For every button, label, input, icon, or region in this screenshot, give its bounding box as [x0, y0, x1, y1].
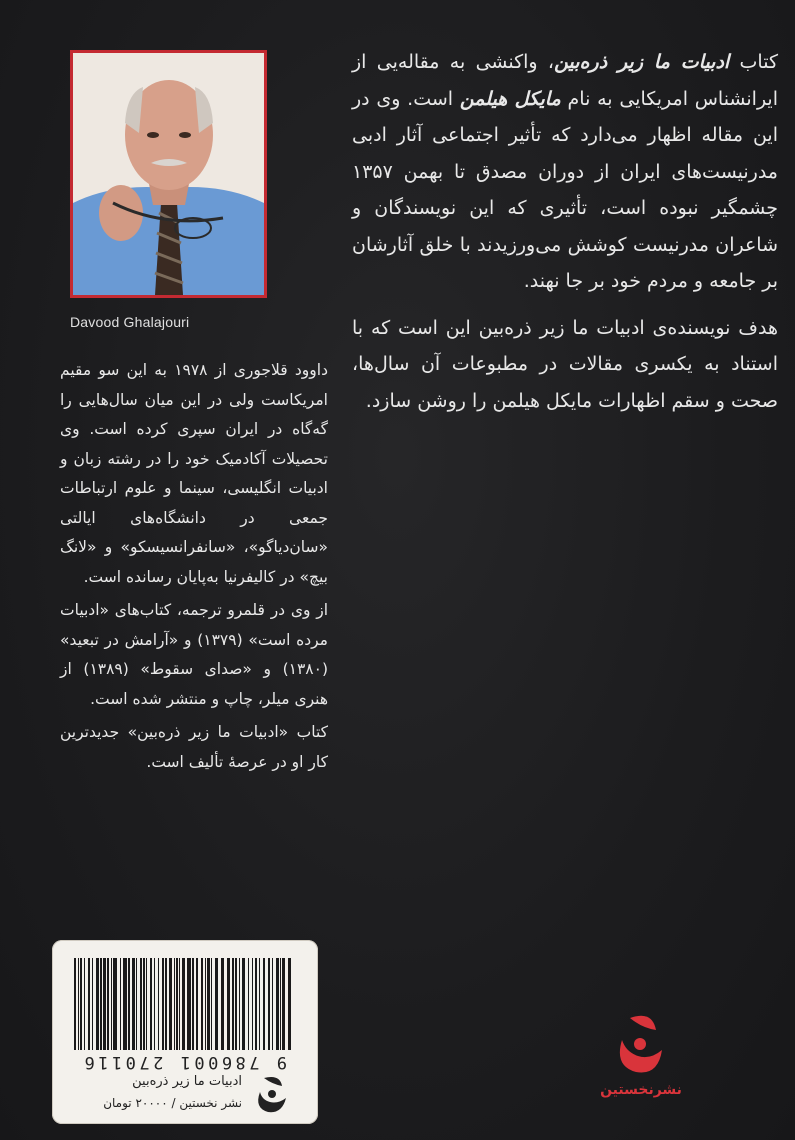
book-title-emphasis: ادبیات ما زیر ذره‌بین	[554, 51, 730, 73]
barcode-bar	[179, 958, 180, 1050]
barcode-bar	[207, 958, 210, 1050]
barcode-bar	[196, 958, 198, 1050]
description-text: کتاب	[729, 51, 778, 73]
barcode-bar	[239, 958, 240, 1050]
barcode-bar	[132, 958, 135, 1050]
barcode-bar	[201, 958, 203, 1050]
sticker-price: نشر نخستین / ۲۰۰۰۰ تومان	[103, 1096, 242, 1110]
barcode-sticker	[52, 940, 318, 1124]
barcode-bar	[280, 958, 281, 1050]
barcode-bar	[174, 958, 175, 1050]
publisher-name: نشرنخستین	[600, 1082, 682, 1098]
barcode-bar	[282, 958, 285, 1050]
author-portrait-illustration	[73, 53, 264, 295]
barcode-bar	[268, 958, 270, 1050]
barcode-bar	[263, 958, 265, 1050]
barcode-icon	[70, 958, 298, 1050]
publisher-logo-icon	[252, 1072, 292, 1116]
barcode-bar	[255, 958, 257, 1050]
publisher-logo-icon	[612, 1010, 668, 1080]
barcode-bar	[78, 958, 79, 1050]
description-text: است. وی در این مقاله اظهار می‌دارد که تأثیر اجتماعی آثار ادبی مدرنیست‌های ایران از دوران مصدق تا بهمن ۱۳۵۷ چشمگیر نبوده است، تأثیری که این نویسندگان و شاعران مدرنیست کوشش می‌ورزیدند با خلق آثارشان بر جامعه و مردم خود بر جا نهند.	[352, 87, 778, 292]
barcode-bar	[288, 958, 291, 1050]
barcode-bar	[150, 958, 152, 1050]
barcode-bar	[103, 958, 106, 1050]
barcode-bar	[146, 958, 147, 1050]
barcode-bar	[162, 958, 164, 1050]
barcode-bar	[136, 958, 137, 1050]
description-paragraph-2: هدف نویسنده‌ی ادبیات ما زیر ذره‌بین این است که با استناد به یکسری مقالات در مطبوعات آن سال‌ها، صحت و سقم اظهارات مایکل هیلمن را روشن سازد.	[352, 316, 778, 412]
barcode-bar	[215, 958, 218, 1050]
book-description	[352, 44, 778, 429]
barcode-bar	[169, 958, 172, 1050]
bio-paragraph-3: کتاب «ادبیات ما زیر ذره‌بین» جدیدترین کار او در عرصهٔ تألیف است.	[60, 723, 328, 771]
author-biography	[60, 356, 328, 781]
barcode-bar	[111, 958, 112, 1050]
barcode-bar	[80, 958, 82, 1050]
bio-paragraph-2: از وی در قلمرو ترجمه، کتاب‌های «ادبیات مرده است» (۱۳۷۹) و «آرامش در تبعید» (۱۳۸۰) و «صدای سقوط» (۱۳۸۹) از هنری میلر، چاپ و منتشر شده است.	[60, 601, 328, 708]
description-text: ، واکنشی به مقاله‌یی از ایرانشناس امریکایی به نام	[352, 51, 778, 110]
barcode-bar	[242, 958, 245, 1050]
barcode-bar	[276, 958, 279, 1050]
barcode-bar	[120, 958, 121, 1050]
barcode-bar	[232, 958, 234, 1050]
barcode-bar	[205, 958, 206, 1050]
barcode-bar	[221, 958, 224, 1050]
barcode-bar	[92, 958, 93, 1050]
barcode-bar	[192, 958, 194, 1050]
barcode-bar	[140, 958, 142, 1050]
barcode-bar	[211, 958, 212, 1050]
barcode-bar	[182, 958, 185, 1050]
author-photo	[70, 50, 267, 298]
barcode-bar	[107, 958, 109, 1050]
description-paragraph-1	[352, 44, 778, 300]
barcode-bar	[128, 958, 130, 1050]
barcode-bar	[227, 958, 230, 1050]
barcode-bar	[158, 958, 159, 1050]
barcode-bar	[187, 958, 191, 1050]
barcode-bar	[165, 958, 167, 1050]
photo-caption: Davood Ghalajouri	[70, 314, 190, 330]
barcode-bar	[123, 958, 127, 1050]
barcode-bar	[96, 958, 99, 1050]
barcode-bar	[100, 958, 102, 1050]
barcode-bar	[74, 958, 76, 1050]
barcode-bar	[252, 958, 253, 1050]
barcode-bar	[113, 958, 117, 1050]
barcode-bar	[248, 958, 249, 1050]
barcode-bar	[84, 958, 85, 1050]
barcode-bar	[235, 958, 237, 1050]
barcode-bar	[143, 958, 145, 1050]
barcode-bar	[259, 958, 260, 1050]
isbn-number: 9 786001 270116	[80, 1052, 288, 1072]
author-name-emphasis: مایکل هیلمن	[459, 87, 561, 110]
barcode-bar	[88, 958, 90, 1050]
sticker-book-title: ادبیات ما زیر ذره‌بین	[132, 1074, 242, 1089]
barcode-bar	[272, 958, 273, 1050]
bio-paragraph-1: داوود قلاجوری از ۱۹۷۸ به این سو مقیم امریکاست ولی در این میان سال‌هایی را گه‌گاه در ایران سپری کرده است. وی تحصیلات آکادمیک خود را در رشته زبان و ادبیات انگلیسی، سینما و علوم ارتباطات جمعی در دانشگاه‌های ایالتی «سان‌دیاگو»، «سانفرانسیسکو» و «لانگ بیچ» در کالیفرنیا به‌پایان رسانده است.	[60, 361, 328, 586]
barcode-bar	[176, 958, 178, 1050]
barcode-bar	[154, 958, 155, 1050]
